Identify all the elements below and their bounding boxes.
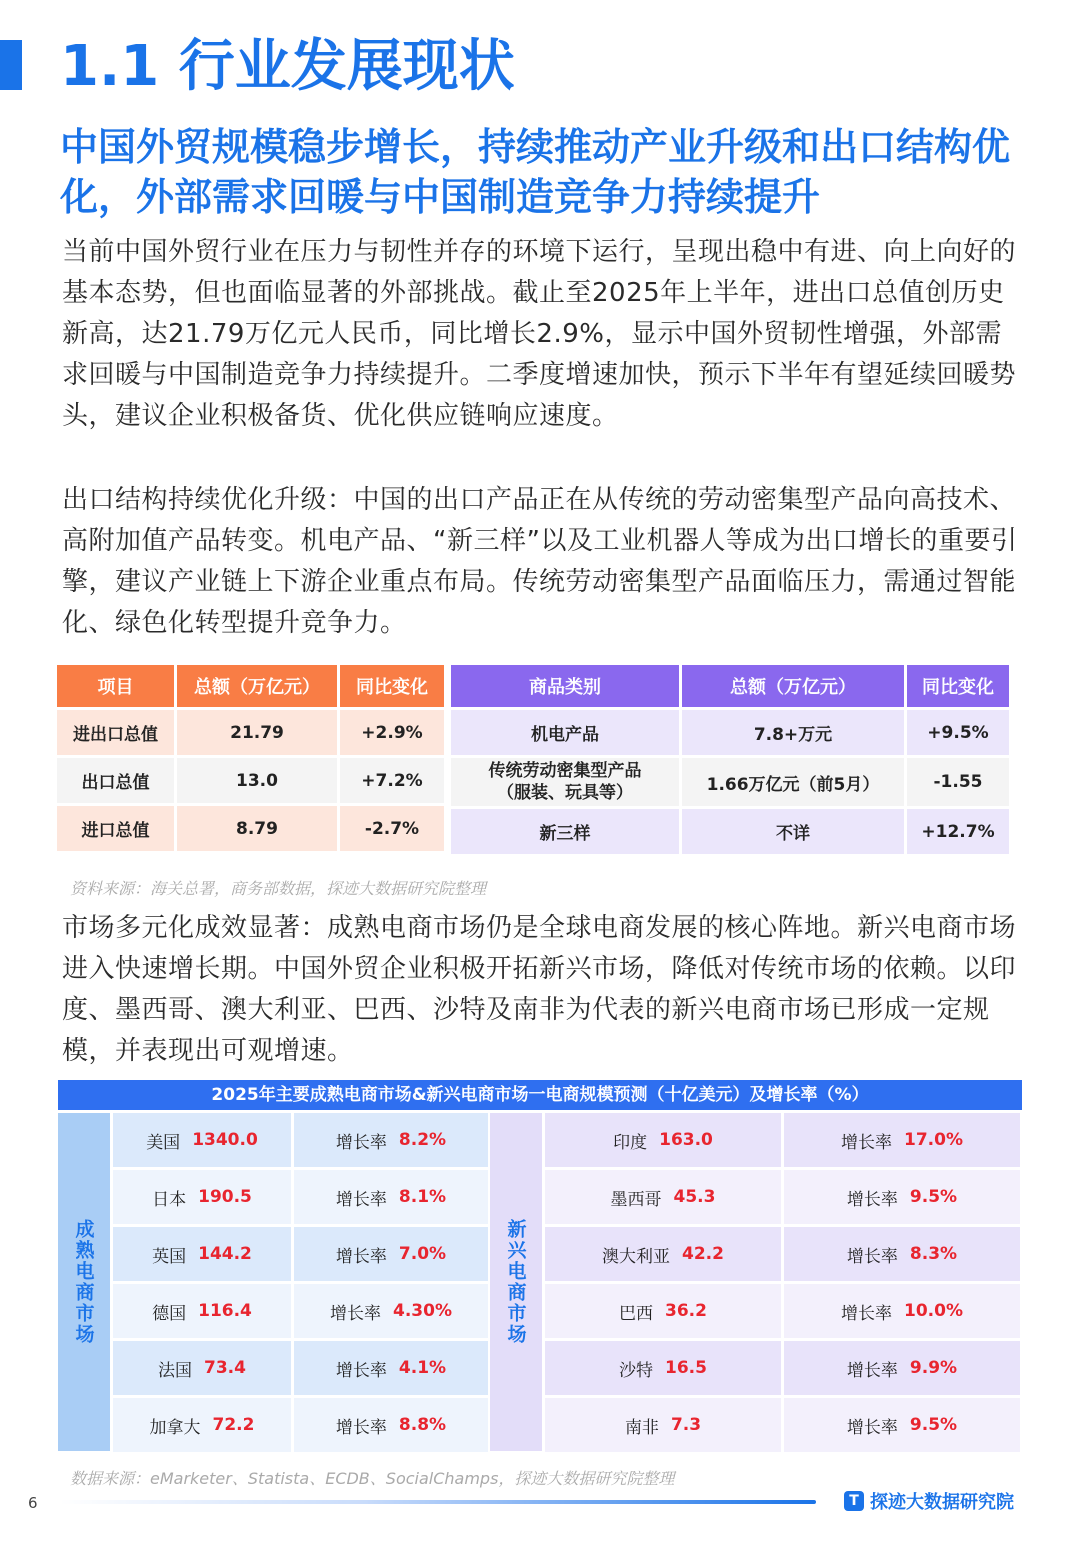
category-table (448, 662, 1012, 857)
brand-logo (844, 1488, 1014, 1514)
table-cell: 8.79 (177, 806, 337, 851)
table-header: 总额（万亿元） (177, 665, 337, 707)
growth-rate-cell (294, 1113, 488, 1167)
country-name: 印度 (613, 1132, 648, 1153)
emerging-market-label: 新兴电商市场 (490, 1113, 542, 1451)
growth-rate-value: 8.2% (398, 1130, 447, 1150)
growth-rate-label: 增长率 (841, 1303, 892, 1324)
brand-icon: T (844, 1491, 864, 1511)
table-cell: 进口总值 (57, 806, 174, 851)
country-name: 巴西 (619, 1303, 654, 1324)
growth-rate-value: 9.5% (909, 1415, 958, 1435)
table-row (451, 758, 1009, 806)
market-row (113, 1227, 488, 1281)
growth-rate-label: 增长率 (330, 1303, 381, 1324)
growth-rate-cell (294, 1398, 488, 1452)
market-row (113, 1341, 488, 1395)
market-size-value: 116.4 (198, 1301, 252, 1321)
table-header: 同比变化 (340, 665, 444, 707)
table-cell (451, 758, 679, 806)
country-name: 墨西哥 (610, 1189, 662, 1210)
growth-rate-value: 9.5% (909, 1187, 958, 1207)
market-size-value: 16.5 (665, 1358, 707, 1378)
paragraph-export-structure: 出口结构持续优化升级：中国的出口产品正在从传统的劳动密集型产品向高技术、高附加值产品转变。机电产品、“新三样”以及工业机器人等成为出口增长的重要引擎，建议产业链上下游企业重点布局。传统劳动密集型产品面临压力，需通过智能化、绿色化转型提升竞争力。 (62, 485, 1018, 638)
table-cell: 出口总值 (57, 758, 174, 803)
table-row (57, 758, 444, 803)
title-accent-bar (0, 40, 22, 90)
table-cell: +12.7% (907, 809, 1009, 854)
growth-rate-value: 9.9% (909, 1358, 958, 1378)
table-row (57, 710, 444, 755)
table-cell: +7.2% (340, 758, 444, 803)
growth-rate-cell (784, 1113, 1020, 1167)
country-name: 美国 (146, 1132, 181, 1153)
table-header: 同比变化 (907, 665, 1009, 707)
market-row (545, 1398, 1020, 1452)
growth-rate-value: 10.0% (904, 1301, 963, 1321)
market-size-value: 73.4 (204, 1358, 246, 1378)
growth-rate-label: 增长率 (335, 1189, 387, 1210)
table-row (451, 710, 1009, 755)
market-size-value: 1340.0 (192, 1130, 258, 1150)
market-size-cell (545, 1284, 781, 1338)
data-source-note: 数据来源：eMarketer、Statista、ECDB、SocialChamps，探迹大数据研究院整理 (70, 1469, 675, 1488)
growth-rate-value: 8.8% (398, 1415, 447, 1435)
growth-rate-value: 4.30% (393, 1301, 452, 1321)
growth-rate-label: 增长率 (846, 1246, 898, 1267)
growth-rate-label: 增长率 (841, 1132, 892, 1153)
table-row (451, 809, 1009, 854)
paragraph-overview: 当前中国外贸行业在压力与韧性并存的环境下运行，呈现出稳中有进、向上向好的基本态势，但也面临显著的外部挑战。截止至2025年上半年，进出口总值创历史新高，达21.79万亿元人民币，同比增长2.9%，显示中国外贸韧性增强，外部需求回暖与中国制造竞争力持续提升。二季度增速加快，预示下半年有望延续回暖势头，建议企业积极备货、优化供应链响应速度。 (62, 237, 1017, 431)
market-row (545, 1227, 1020, 1281)
country-name: 德国 (152, 1303, 187, 1324)
growth-rate-label: 增长率 (335, 1417, 387, 1438)
section-title: 1.1 行业发展现状 (60, 34, 515, 99)
category-note: （服装、玩具等） (497, 783, 633, 803)
table-cell: 新三样 (451, 809, 679, 854)
market-size-value: 163.0 (659, 1130, 713, 1150)
market-size-cell (113, 1284, 291, 1338)
growth-rate-value: 7.0% (398, 1244, 447, 1264)
table-cell: -1.55 (907, 758, 1009, 806)
growth-rate-value: 8.3% (909, 1244, 958, 1264)
table-header: 项目 (57, 665, 174, 707)
mature-market-label: 成熟电商市场 (58, 1113, 110, 1451)
market-size-value: 144.2 (198, 1244, 252, 1264)
paragraph-market-diversification: 市场多元化成效显著：成熟电商市场仍是全球电商发展的核心阵地。新兴电商市场进入快速增长期。中国外贸企业积极开拓新兴市场，降低对传统市场的依赖。以印度、墨西哥、澳大利亚、巴西、沙特及南非为代表的新兴电商市场已形成一定规模，并表现出可观增速。 (62, 913, 1017, 1066)
market-size-cell (545, 1227, 781, 1281)
growth-rate-label: 增长率 (846, 1189, 898, 1210)
market-size-value: 36.2 (665, 1301, 707, 1321)
market-size-cell (113, 1227, 291, 1281)
section-subtitle: 中国外贸规模稳步增长，持续推动产业升级和出口结构优化，外部需求回暖与中国制造竞争力持续提升 (60, 125, 1011, 219)
market-row (113, 1170, 488, 1224)
market-size-cell (113, 1170, 291, 1224)
market-size-cell (113, 1398, 291, 1452)
table-cell: 进出口总值 (57, 710, 174, 755)
growth-rate-label: 增长率 (846, 1417, 898, 1438)
growth-rate-value: 8.1% (398, 1187, 447, 1207)
market-size-value: 7.3 (670, 1415, 702, 1435)
source-note: 资料来源：海关总署，商务部数据，探迹大数据研究院整理 (70, 879, 487, 898)
growth-rate-cell (784, 1341, 1020, 1395)
brand-name: 探迹大数据研究院 (870, 1492, 1014, 1513)
market-size-cell (545, 1341, 781, 1395)
table-cell: 机电产品 (451, 710, 679, 755)
table-header: 商品类别 (451, 665, 679, 707)
table-cell: 1.66万亿元（前5月） (682, 758, 904, 806)
market-size-value: 45.3 (673, 1187, 716, 1207)
category-name: 传统劳动密集型产品 (488, 761, 642, 781)
growth-rate-cell (294, 1284, 488, 1338)
growth-rate-cell (294, 1341, 488, 1395)
market-row (113, 1284, 488, 1338)
market-row (113, 1398, 488, 1452)
growth-rate-label: 增长率 (846, 1360, 898, 1381)
growth-rate-value: 17.0% (904, 1130, 963, 1150)
market-size-cell (113, 1341, 291, 1395)
table-cell: 21.79 (177, 710, 337, 755)
market-size-value: 72.2 (212, 1415, 255, 1435)
market-row (545, 1170, 1020, 1224)
growth-rate-cell (784, 1284, 1020, 1338)
country-name: 英国 (152, 1246, 187, 1267)
country-name: 法国 (158, 1360, 193, 1381)
market-size-value: 42.2 (682, 1244, 724, 1264)
growth-rate-label: 增长率 (335, 1132, 387, 1153)
market-table-title: 2025年主要成熟电商市场&新兴电商市场一电商规模预测（十亿美元）及增长率（%） (58, 1080, 1022, 1110)
market-size-cell (545, 1398, 781, 1452)
table-cell: -2.7% (340, 806, 444, 851)
market-size-cell (545, 1113, 781, 1167)
market-size-cell (545, 1170, 781, 1224)
country-name: 澳大利亚 (602, 1246, 671, 1267)
page-number: 6 (28, 1494, 38, 1512)
table-cell: +9.5% (907, 710, 1009, 755)
growth-rate-cell (294, 1170, 488, 1224)
growth-rate-label: 增长率 (335, 1360, 387, 1381)
growth-rate-cell (784, 1170, 1020, 1224)
market-row (113, 1113, 488, 1167)
table-cell: +2.9% (340, 710, 444, 755)
growth-rate-cell (784, 1398, 1020, 1452)
footer-divider (60, 1500, 816, 1504)
table-cell: 13.0 (177, 758, 337, 803)
market-row (545, 1284, 1020, 1338)
table-cell: 不详 (682, 809, 904, 854)
market-row (545, 1341, 1020, 1395)
table-row (57, 806, 444, 851)
market-size-cell (113, 1113, 291, 1167)
table-cell: 7.8+万元 (682, 710, 904, 755)
country-name: 沙特 (619, 1360, 654, 1381)
table-header: 总额（万亿元） (682, 665, 904, 707)
country-name: 南非 (624, 1417, 659, 1438)
growth-rate-cell (294, 1227, 488, 1281)
market-row (545, 1113, 1020, 1167)
country-name: 日本 (152, 1189, 187, 1210)
growth-rate-label: 增长率 (335, 1246, 387, 1267)
growth-rate-value: 4.1% (398, 1358, 447, 1378)
market-size-value: 190.5 (198, 1187, 252, 1207)
growth-rate-cell (784, 1227, 1020, 1281)
trade-value-table (54, 662, 447, 854)
country-name: 加拿大 (149, 1417, 201, 1438)
